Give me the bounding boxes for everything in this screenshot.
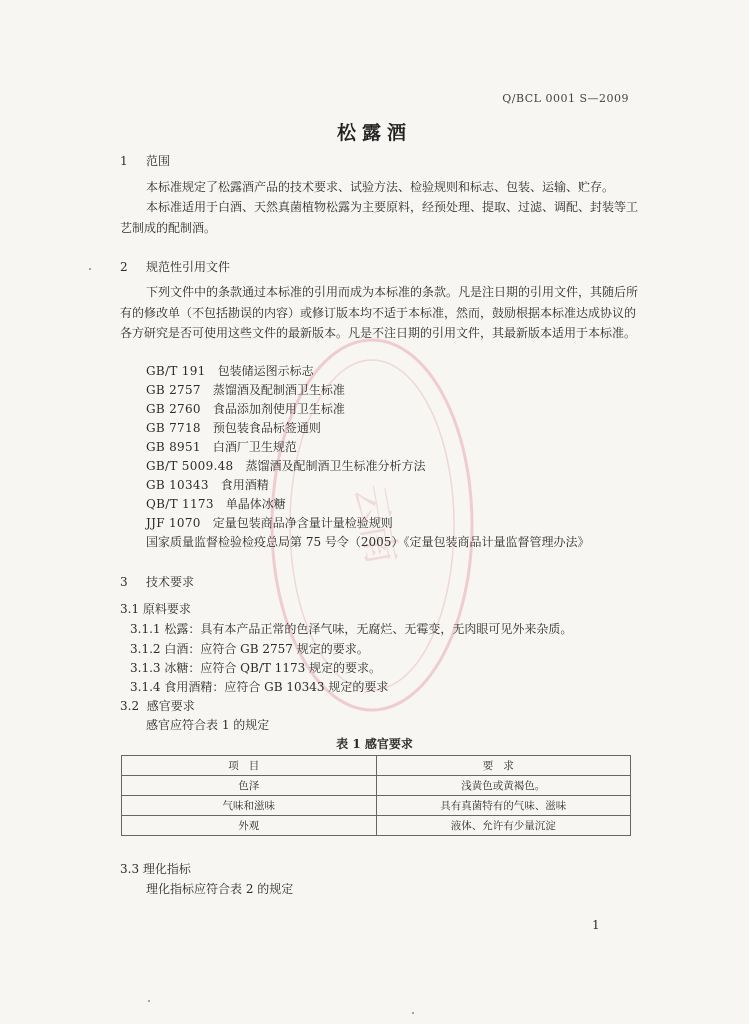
table-cell: 色泽 — [122, 776, 377, 796]
section-number: 1 — [120, 154, 128, 168]
table-1-caption: 表 1 感官要求 — [336, 737, 413, 751]
section-1-heading — [120, 152, 170, 169]
table-row — [122, 776, 631, 796]
subsection-3-2-heading: 3.2 感官要求 — [120, 699, 195, 713]
section-3-heading — [120, 573, 194, 590]
requirement-item: 3.1.1 松露：具有本产品正常的色泽气味，无腐烂、无霉变，无肉眼可见外来杂质。 — [130, 622, 573, 636]
table-header-row — [122, 756, 631, 776]
requirement-item: 3.1.4 食用酒精：应符合 GB 10343 规定的要求 — [130, 680, 389, 694]
section-title: 技术要求 — [146, 575, 195, 589]
section-2-heading — [120, 258, 230, 275]
doc-title: 松露酒 — [336, 122, 412, 144]
reference-item: GB 8951 白酒厂卫生规范 — [146, 440, 297, 454]
page-number: 1 — [592, 918, 600, 932]
subsection-3-2-text: 感官应符合表 1 的规定 — [146, 718, 270, 732]
table-cell: 液体、允许有少量沉淀 — [376, 816, 631, 836]
table-row — [122, 796, 631, 816]
reference-item: GB/T 191 包装储运图示标志 — [146, 364, 314, 378]
section-1-para-1: 本标准规定了松露酒产品的技术要求、试验方法、检验规则和标志、包装、运输、贮存。 — [146, 180, 615, 194]
table-cell: 外观 — [122, 816, 377, 836]
section-2-para: 下列文件中的条款通过本标准的引用而成为本标准的条款。凡是注日期的引用文件，其随后所有的修改单（不包括勘误的内容）或修订版本均不适于本标准，然而，鼓励根据本标准达成协议的各方研究是否可使用这些文件的最新版本。凡是不注日期的引用文件，其最新版本适用于本标准。 — [120, 285, 639, 340]
section-number: 3 — [120, 575, 128, 589]
section-title: 规范性引用文件 — [146, 260, 231, 274]
reference-item-last: 国家质量监督检验检疫总局第 75 号令（2005）《定量包装商品计量监督管理办法》 — [146, 535, 590, 549]
section-1-para-2: 本标准适用于白酒、天然真菌植物松露为主要原料，经预处理、提取、过滤、调配、封装等工艺制成的配制酒。 — [120, 200, 639, 235]
requirement-item: 3.1.3 冰糖：应符合 QB/T 1173 规定的要求。 — [130, 661, 382, 675]
subsection-3-1-heading: 3.1 原料要求 — [120, 602, 191, 616]
scan-speck — [148, 1000, 150, 1002]
svg-text:云南: 云南 — [345, 481, 405, 568]
reference-item: GB 10343 食用酒精 — [146, 478, 269, 492]
table-row — [122, 816, 631, 836]
sensory-requirements-table — [121, 755, 631, 836]
subsection-3-3-heading: 3.3 理化指标 — [120, 862, 191, 876]
scan-speck — [412, 1012, 414, 1014]
doc-code: Q/BCL 0001 S—2009 — [502, 92, 629, 105]
requirement-item: 3.1.2 白酒：应符合 GB 2757 规定的要求。 — [130, 642, 369, 656]
reference-item: JJF 1070 定量包装商品净含量计量检验规则 — [146, 516, 393, 530]
table-header-cell: 要求 — [376, 756, 631, 776]
reference-item: GB/T 5009.48 蒸馏酒及配制酒卫生标准分析方法 — [146, 459, 426, 473]
subsection-3-3-text: 理化指标应符合表 2 的规定 — [146, 882, 294, 896]
reference-item: QB/T 1173 单晶体冰糖 — [146, 497, 286, 511]
section-number: 2 — [120, 260, 128, 274]
table-cell: 浅黄色或黄褐色。 — [376, 776, 631, 796]
reference-item: GB 2757 蒸馏酒及配制酒卫生标准 — [146, 383, 345, 397]
reference-item: GB 7718 预包装食品标签通则 — [146, 421, 321, 435]
table-cell: 气味和滋味 — [122, 796, 377, 816]
reference-item: GB 2760 食品添加剂使用卫生标准 — [146, 402, 345, 416]
section-title: 范围 — [146, 154, 171, 168]
scan-speck — [89, 268, 91, 270]
table-cell: 具有真菌特有的气味、滋味 — [376, 796, 631, 816]
table-header-cell: 项目 — [122, 756, 377, 776]
